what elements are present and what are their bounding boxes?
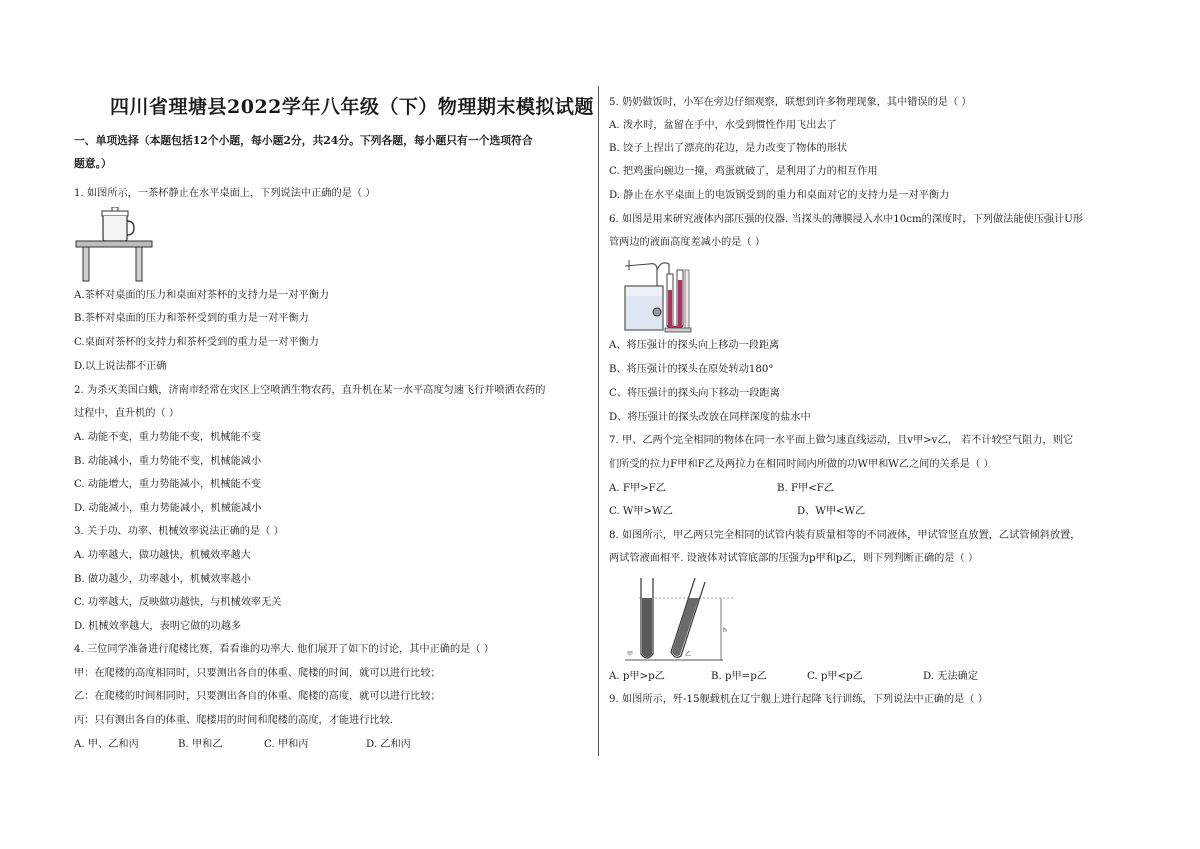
q4-statement-yi: 乙：在爬楼的时间相同时，只要测出各自的体重、爬楼的高度，就可以进行比较； — [74, 691, 441, 702]
q4-statement-bing: 丙：只有测出各自的体重、爬楼用的时间和爬楼的高度，才能进行比较. — [74, 715, 394, 726]
q3-option-a: A. 功率越大，做功越快，机械效率越大 — [74, 550, 251, 561]
q8-label-jia: 甲 — [627, 651, 634, 658]
section-heading-line1: 一、单项选择（本题包括12个小题，每小题2分，共24分。下列各题，每小题只有一个选项符合 — [74, 134, 533, 147]
q5-stem: 5. 奶奶做饭时，小军在旁边仔细观察，联想到许多物理现象，其中错误的是（ ） — [609, 97, 972, 108]
q6-figure-pressure-gauge — [621, 256, 701, 334]
q1-option-c: C.桌面对茶杯的支持力和茶杯受到的重力是一对平衡力 — [74, 337, 319, 348]
q7-option-d: D、W甲<W乙 — [797, 506, 866, 517]
q2-option-d: D. 动能减小，重力势能减小，机械能减小 — [74, 503, 262, 514]
q8-option-c: C. p甲<p乙 — [807, 671, 863, 682]
q7-stem-line2: 们所受的拉力F甲和F乙及两拉力在相同时间内所做的功W甲和W乙之间的关系是（ ） — [609, 459, 994, 470]
q8-option-b: B. p甲=p乙 — [711, 671, 767, 682]
q8-label-h: h — [723, 627, 727, 634]
q3-option-c: C. 功率越大，反映做功越快，与机械效率无关 — [74, 597, 282, 608]
q4-statement-jia: 甲：在爬楼的高度相同时，只要测出各自的体重、爬楼的时间，就可以进行比较； — [74, 668, 441, 679]
q7-option-b: B. F甲<F乙 — [777, 483, 835, 494]
q8-stem-line2: 两试管液面相平. 设液体对试管底部的压强为p甲和p乙，则下列判断正确的是（ ） — [609, 553, 979, 564]
q3-option-d: D. 机械效率越大，表明它做的功越多 — [74, 621, 242, 632]
q6-option-d: D、将压强计的探头改放在同样深度的盐水中 — [609, 412, 811, 423]
section-heading-line2: 题意。） — [74, 157, 112, 170]
column-divider — [598, 86, 599, 756]
q2-stem-line1: 2. 为杀灭美国白蛾，济南市经常在灾区上空喷洒生物农药，直升机在某一水平高度匀速飞行并喷洒农药的 — [74, 385, 546, 396]
q6-option-b: B、将压强计的探头在原处转动180° — [609, 364, 774, 375]
q8-option-d: D. 无法确定 — [923, 671, 979, 682]
q2-stem-line2: 过程中，直升机的（ ） — [74, 408, 180, 419]
q8-figure-test-tubes — [623, 574, 739, 662]
q1-option-b: B.茶杯对桌面的压力和茶杯受到的重力是一对平衡力 — [74, 313, 309, 324]
q7-option-c: C. W甲>W乙 — [609, 506, 673, 517]
q6-option-c: C、将压强计的探头向下移动一段距离 — [609, 388, 780, 399]
q5-option-a: A. 泼水时，盆留在手中，水受到惯性作用飞出去了 — [609, 120, 837, 131]
q6-stem-line2: 管两边的液面高度差减小的是（ ） — [609, 237, 766, 248]
q7-stem-line1: 7. 甲、乙两个完全相同的物体在同一水平面上做匀速直线运动，且v甲>v乙， 若不计较空气阻力，则它 — [609, 435, 1074, 446]
q1-option-a: A.茶杯对桌面的压力和桌面对茶杯的支持力是一对平衡力 — [74, 290, 330, 301]
q6-option-a: A、将压强计的探头向上移动一段距离 — [609, 340, 780, 351]
q2-option-a: A. 动能不变，重力势能不变，机械能不变 — [74, 432, 262, 443]
q5-option-c: C. 把鸡蛋向碗边一撞，鸡蛋就破了，是利用了力的相互作用 — [609, 166, 878, 177]
q2-option-c: C. 动能增大，重力势能减小，机械能不变 — [74, 479, 262, 490]
q8-label-yi: 乙 — [685, 651, 692, 658]
q1-option-d: D.以上说法都不正确 — [74, 361, 167, 372]
q4-stem: 4. 三位同学准备进行爬楼比赛，看看谁的功率大. 他们展开了如下的讨论，其中正确的是（ ） — [74, 644, 494, 655]
q6-stem-line1: 6. 如图是用来研究液体内部压强的仪器. 当探头的薄膜浸入水中10cm的深度时，下列做法能使压强计U形 — [609, 214, 1084, 225]
q2-option-b: B. 动能减小，重力势能不变，机械能减小 — [74, 456, 262, 467]
q4-option-d: D. 乙和丙 — [366, 739, 411, 750]
q5-option-b: B. 饺子上捏出了漂亮的花边，是力改变了物体的形状 — [609, 143, 848, 154]
q5-option-d: D. 静止在水平桌面上的电饭锅受到的重力和桌面对它的支持力是一对平衡力 — [609, 190, 950, 201]
q8-stem-line1: 8. 如图所示，甲乙两只完全相同的试管内装有质量相等的不同液体，甲试管竖直放置，乙试管倾斜放置， — [609, 530, 1081, 541]
q1-stem: 1. 如图所示，一茶杯静止在水平桌面上，下列说法中正确的是（ ） — [74, 188, 376, 199]
q7-option-a: A. F甲>F乙 — [609, 483, 666, 494]
page-title: 四川省理塘县2022学年八年级（下）物理期末模拟试题 — [110, 96, 594, 118]
q3-stem: 3. 关于功、功率、机械效率说法正确的是（ ） — [74, 526, 284, 537]
q4-option-b: B. 甲和乙 — [178, 739, 223, 750]
q8-option-a: A. p甲>p乙 — [609, 671, 665, 682]
q4-option-c: C. 甲和丙 — [264, 739, 309, 750]
q1-figure-cup-on-table — [74, 207, 156, 283]
q3-option-b: B. 做功越少，功率越小，机械效率越小 — [74, 574, 251, 585]
q4-option-a: A. 甲、乙和丙 — [74, 739, 139, 750]
q9-stem: 9. 如图所示，歼-15舰载机在辽宁舰上进行起降飞行训练，下列说法中正确的是（ ） — [609, 694, 988, 705]
